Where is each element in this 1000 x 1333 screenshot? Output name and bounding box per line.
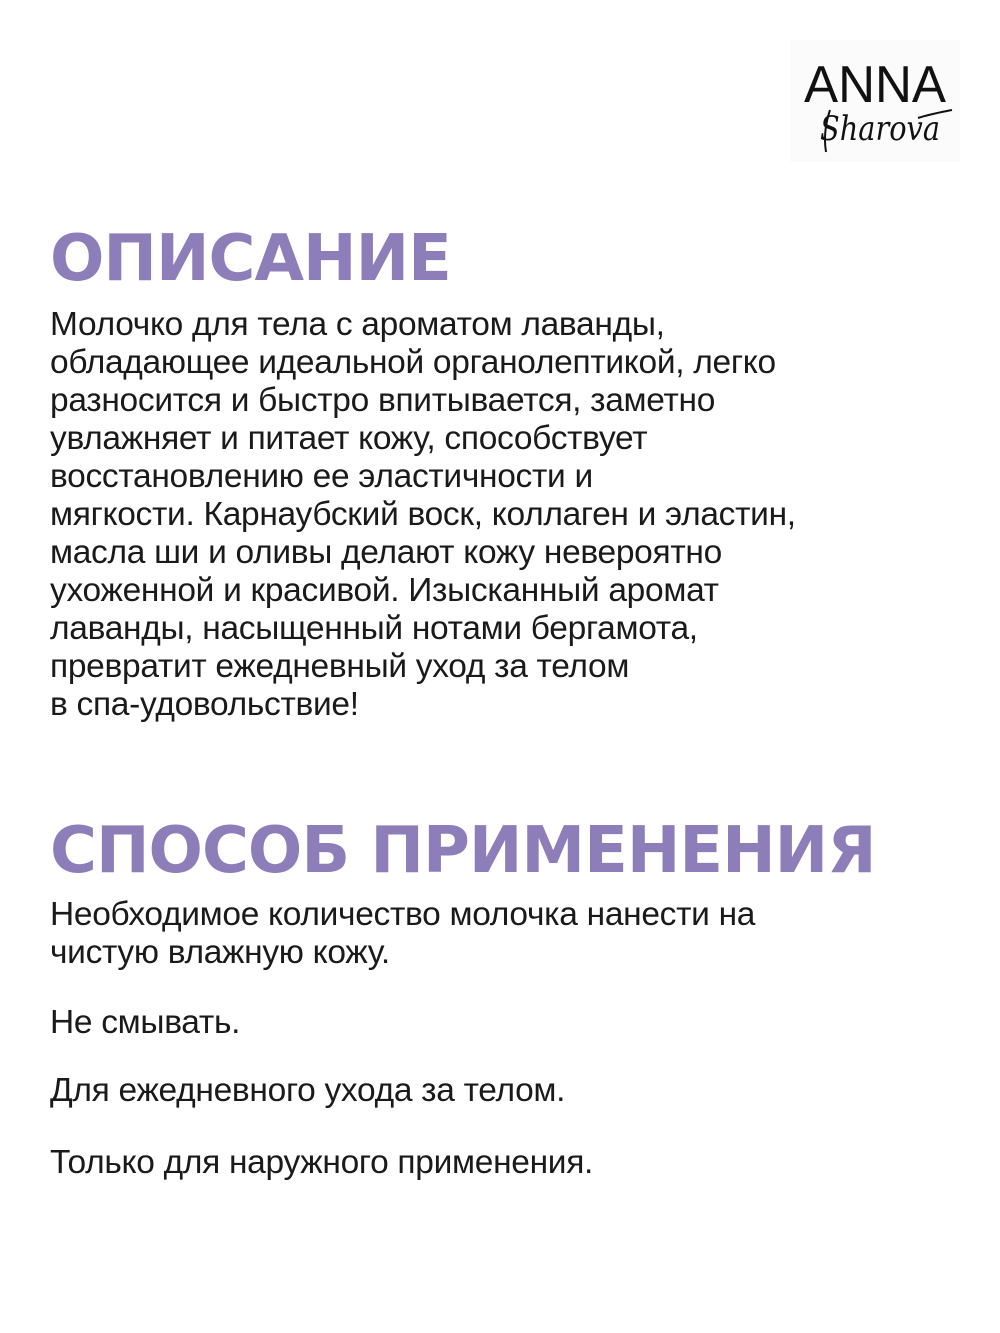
logo-top-text: ANNA [804, 56, 947, 114]
description-line: превратит ежедневный уход за телом [50, 648, 630, 685]
anna-sharova-logo [790, 40, 960, 162]
usage-title: СПОСОБ ПРИМЕНЕНИЯ [50, 814, 876, 888]
logo-script-text: Sharova [820, 109, 940, 149]
description-line: разносится и быстро впитывается, заметно [50, 382, 716, 419]
description-line: в спа-удовольствие! [50, 686, 359, 723]
description-line: масла ши и оливы делают кожу невероятно [50, 534, 722, 571]
usage-line: Для ежедневного ухода за телом. [50, 1072, 566, 1109]
usage-paragraph-no-rinse [50, 1004, 970, 1042]
description-title: ОПИСАНИЕ [50, 222, 451, 296]
usage-paragraph-external [50, 1144, 970, 1182]
description-line: обладающее идеальной органолептикой, легко [50, 344, 776, 381]
brand-logo [790, 40, 960, 162]
description-line: восстановлению ее эластичности и [50, 458, 593, 495]
description-line: мягкости. Карнаубский воск, коллаген и эластин, [50, 496, 796, 533]
usage-line: Необходимое количество молочка нанести на [50, 896, 756, 933]
usage-line: Не смывать. [50, 1004, 241, 1041]
usage-line: Только для наружного применения. [50, 1144, 594, 1181]
description-text [50, 306, 970, 724]
description-line: увлажняет и питает кожу, способствует [50, 420, 648, 457]
description-line: Молочко для тела с ароматом лаванды, [50, 306, 665, 343]
usage-paragraph-daily [50, 1072, 970, 1110]
description-line: ухоженной и красивой. Изысканный аромат [50, 572, 719, 609]
usage-paragraph-amount [50, 896, 970, 972]
description-line: лаванды, насыщенный нотами бергамота, [50, 610, 698, 647]
usage-line: чистую влажную кожу. [50, 934, 390, 971]
